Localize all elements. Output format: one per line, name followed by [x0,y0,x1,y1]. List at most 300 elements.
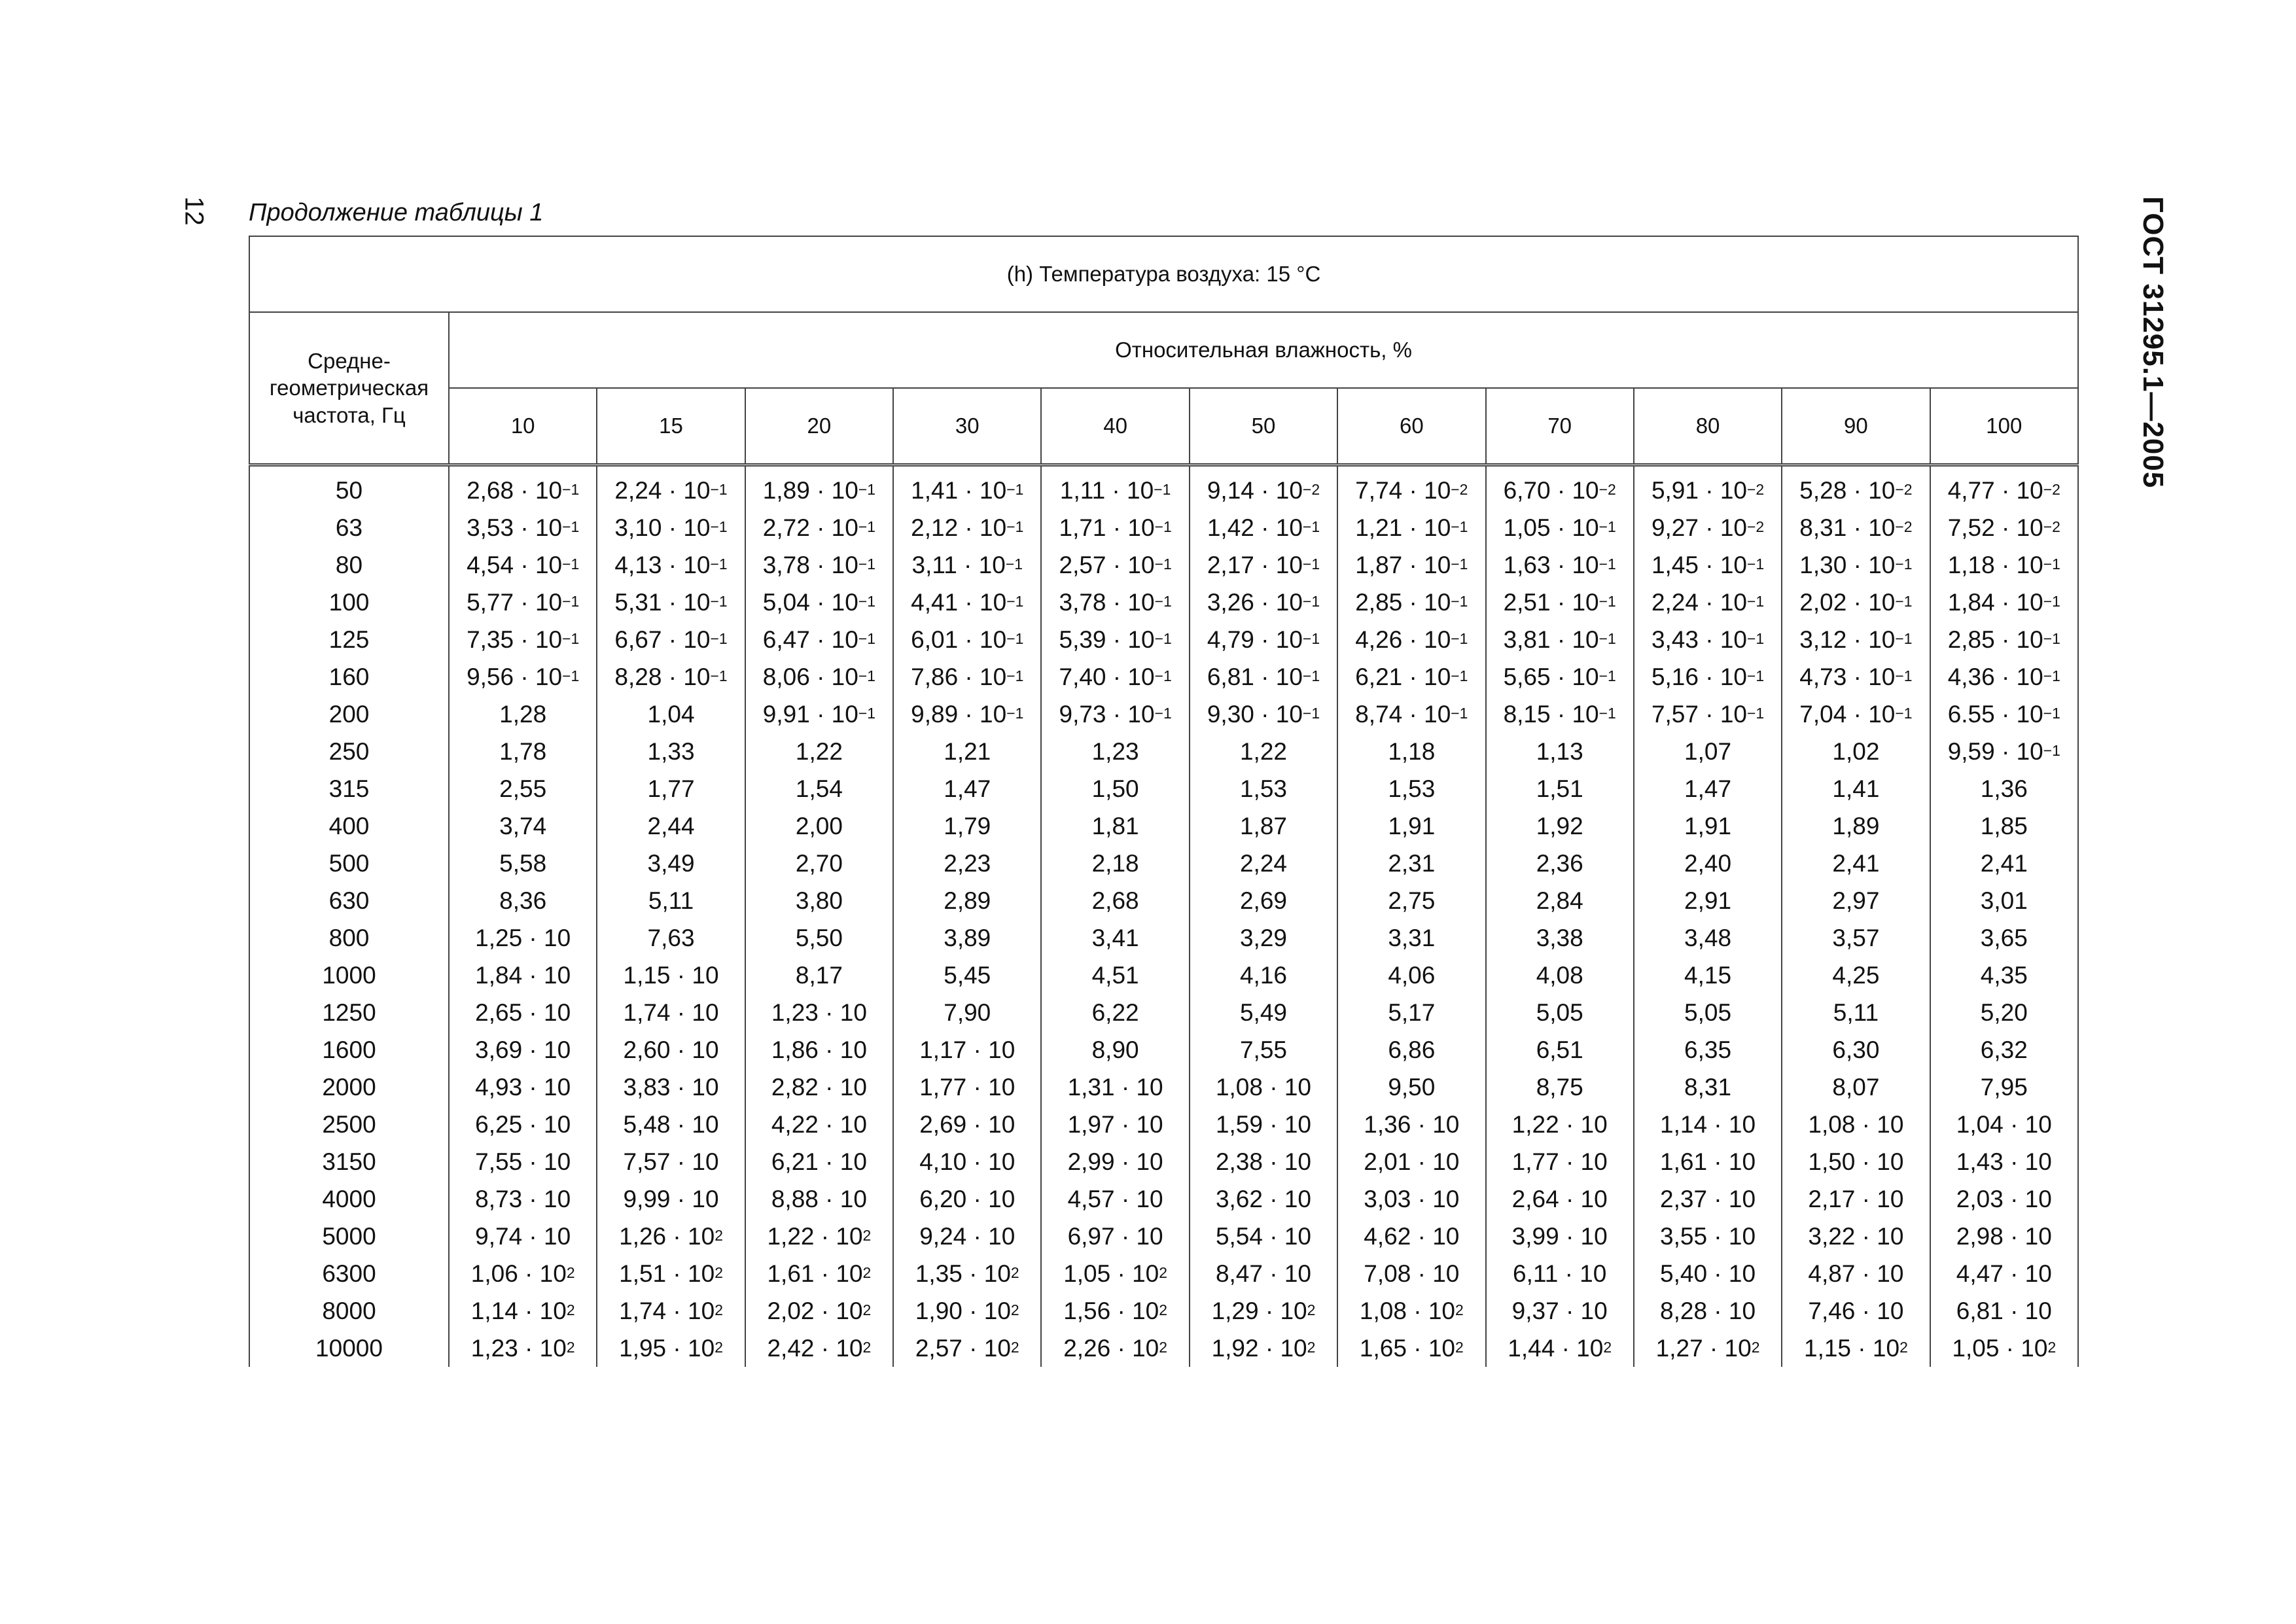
value-cell: 3,55 · 10 [1634,1218,1782,1255]
value-cell: 6,11 · 10 [1486,1255,1634,1292]
value-cell: 1,04 · 10 [1930,1106,2078,1143]
value-cell: 2,75 [1337,882,1485,919]
value-cell: 6,21 · 10 [745,1143,893,1180]
value-cell: 8,88 · 10 [745,1180,893,1218]
value-cell: 2,98 · 10 [1930,1218,2078,1255]
frequency-cell: 2000 [249,1068,449,1106]
value-cell: 1,25 · 10 [449,919,597,957]
value-cell: 7,55 · 10 [449,1143,597,1180]
value-cell: 3,31 [1337,919,1485,957]
value-cell: $4,79 \cdot 10^{-1}$ [1190,621,1337,658]
value-cell: 2,36 [1486,845,1634,882]
value-cell: 4,51 [1041,957,1189,994]
value-cell: $7,86 \cdot 10^{-1}$ [893,658,1041,696]
value-cell: 5,11 [1782,994,1930,1031]
column-header: 70 [1486,388,1634,465]
value-cell: 1,59 · 10 [1190,1106,1337,1143]
value-cell: 7,63 [597,919,745,957]
table-row [249,621,2078,658]
value-cell: 1,23 [1041,733,1189,770]
value-cell: 8,07 [1782,1068,1930,1106]
value-cell: $2,42 \cdot 10^2$ [745,1330,893,1367]
value-cell: $3,78 \cdot 10^{-1}$ [1041,584,1189,621]
value-cell: $2,68 \cdot 10^{-1}$ [449,467,597,509]
value-cell: 1,22 [1190,733,1337,770]
document-id-text: ГОСТ 31295.1—2005 [2137,196,2169,489]
value-cell: $4,36 \cdot 10^{-1}$ [1930,658,2078,696]
value-cell: $2,85 \cdot 10^{-1}$ [1337,584,1485,621]
value-cell: $7,04 \cdot 10^{-1}$ [1782,696,1930,733]
value-cell: 1,08 · 10 [1190,1068,1337,1106]
value-cell: 1,04 [597,696,745,733]
value-cell: 2,89 [893,882,1041,919]
frequency-cell: 500 [249,845,449,882]
table-row [249,1106,2078,1143]
value-cell: 1,97 · 10 [1041,1106,1189,1143]
value-cell: $4,13 \cdot 10^{-1}$ [597,546,745,584]
frequency-cell: 315 [249,770,449,807]
value-cell: 9,74 · 10 [449,1218,597,1255]
value-cell: $7,52 \cdot 10^{-2}$ [1930,509,2078,546]
value-cell: 2,69 · 10 [893,1106,1041,1143]
table-row [249,733,2078,770]
value-cell: $7,74 \cdot 10^{-2}$ [1337,467,1485,509]
value-cell: $2,51 \cdot 10^{-1}$ [1486,584,1634,621]
table-caption: Продолжение таблицы 1 [249,199,544,226]
value-cell: $3,81 \cdot 10^{-1}$ [1486,621,1634,658]
value-cell: $3,12 \cdot 10^{-1}$ [1782,621,1930,658]
value-cell: 4,06 [1337,957,1485,994]
value-cell: 8,36 [449,882,597,919]
value-cell: 1,79 [893,807,1041,845]
value-cell: 3,29 [1190,919,1337,957]
value-cell: $5,31 \cdot 10^{-1}$ [597,584,745,621]
value-cell: 1,36 · 10 [1337,1106,1485,1143]
value-cell: 3,89 [893,919,1041,957]
value-cell: 1,50 [1041,770,1189,807]
table-row [249,994,2078,1031]
column-header-row [249,388,2078,465]
value-cell: $6,01 \cdot 10^{-1}$ [893,621,1041,658]
value-cell: 1,51 [1486,770,1634,807]
value-cell: 1,17 · 10 [893,1031,1041,1068]
value-cell: $1,05 \cdot 10^2$ [1041,1255,1189,1292]
value-cell: 4,16 [1190,957,1337,994]
value-cell: $6,21 \cdot 10^{-1}$ [1337,658,1485,696]
value-cell: 5,05 [1634,994,1782,1031]
value-cell: 2,82 · 10 [745,1068,893,1106]
column-header: 30 [893,388,1041,465]
value-cell: 3,49 [597,845,745,882]
value-cell: 1,74 · 10 [597,994,745,1031]
value-cell: $1,35 \cdot 10^2$ [893,1255,1041,1292]
value-cell: $8,74 \cdot 10^{-1}$ [1337,696,1485,733]
value-cell: $8,06 \cdot 10^{-1}$ [745,658,893,696]
value-cell: 1,13 [1486,733,1634,770]
value-cell: 6,97 · 10 [1041,1218,1189,1255]
value-cell: $8,31 \cdot 10^{-2}$ [1782,509,1930,546]
value-cell: 9,37 · 10 [1486,1292,1634,1330]
value-cell: $1,87 \cdot 10^{-1}$ [1337,546,1485,584]
value-cell: 1,36 [1930,770,2078,807]
value-cell: 3,01 [1930,882,2078,919]
value-cell: 4,22 · 10 [745,1106,893,1143]
value-cell: $1,74 \cdot 10^2$ [597,1292,745,1330]
value-cell: $2,24 \cdot 10^{-1}$ [1634,584,1782,621]
frequency-cell: 200 [249,696,449,733]
value-cell: 1,07 [1634,733,1782,770]
data-table [249,236,2079,1367]
value-cell: 1,02 [1782,733,1930,770]
value-cell: $6,81 \cdot 10^{-1}$ [1190,658,1337,696]
value-cell: 2,38 · 10 [1190,1143,1337,1180]
value-cell: $1,45 \cdot 10^{-1}$ [1634,546,1782,584]
value-cell: 8,75 [1486,1068,1634,1106]
value-cell: 3,65 [1930,919,2078,957]
value-cell: 8,73 · 10 [449,1180,597,1218]
value-cell: 2,31 [1337,845,1485,882]
table-row [249,467,2078,509]
value-cell: $6,47 \cdot 10^{-1}$ [745,621,893,658]
value-cell: 1,84 · 10 [449,957,597,994]
value-cell: $5,04 \cdot 10^{-1}$ [745,584,893,621]
value-cell: 1,41 [1782,770,1930,807]
value-cell: $2,85 \cdot 10^{-1}$ [1930,621,2078,658]
value-cell: 7,95 [1930,1068,2078,1106]
frequency-cell: 80 [249,546,449,584]
value-cell: 1,78 [449,733,597,770]
value-cell: 4,57 · 10 [1041,1180,1189,1218]
table-row [249,845,2078,882]
value-cell: 2,24 [1190,845,1337,882]
value-cell: $1,23 \cdot 10^2$ [449,1330,597,1367]
value-cell: 1,23 · 10 [745,994,893,1031]
value-cell: 2,23 [893,845,1041,882]
value-cell: $2,26 \cdot 10^2$ [1041,1330,1189,1367]
value-cell: 1,28 [449,696,597,733]
value-cell: $5,28 \cdot 10^{-2}$ [1782,467,1930,509]
value-cell: $1,65 \cdot 10^2$ [1337,1330,1485,1367]
value-cell: $9,89 \cdot 10^{-1}$ [893,696,1041,733]
value-cell: 1,87 [1190,807,1337,845]
value-cell: $1,30 \cdot 10^{-1}$ [1782,546,1930,584]
value-cell: 1,22 · 10 [1486,1106,1634,1143]
value-cell: 3,69 · 10 [449,1031,597,1068]
table-body [249,467,2078,1367]
group-header-humidity: Относительная влажность, % [449,312,2078,388]
value-cell: $1,05 \cdot 10^2$ [1930,1330,2078,1367]
value-cell: $2,17 \cdot 10^{-1}$ [1190,546,1337,584]
value-cell: 3,83 · 10 [597,1068,745,1106]
value-cell: 7,55 [1190,1031,1337,1068]
value-cell: 4,47 · 10 [1930,1255,2078,1292]
value-cell: 5,48 · 10 [597,1106,745,1143]
value-cell: 3,22 · 10 [1782,1218,1930,1255]
frequency-cell: 4000 [249,1180,449,1218]
value-cell: $2,57 \cdot 10^{-1}$ [1041,546,1189,584]
value-cell: $6,70 \cdot 10^{-2}$ [1486,467,1634,509]
value-cell: $1,90 \cdot 10^2$ [893,1292,1041,1330]
value-cell: 3,41 [1041,919,1189,957]
table-row [249,1218,2078,1255]
value-cell: 7,08 · 10 [1337,1255,1485,1292]
value-cell: 1,53 [1190,770,1337,807]
value-cell: 7,46 · 10 [1782,1292,1930,1330]
value-cell: 3,74 [449,807,597,845]
value-cell: $1,14 \cdot 10^2$ [449,1292,597,1330]
value-cell: $9,56 \cdot 10^{-1}$ [449,658,597,696]
value-cell: 3,03 · 10 [1337,1180,1485,1218]
frequency-cell: 125 [249,621,449,658]
value-cell: 1,86 · 10 [745,1031,893,1068]
value-cell: 1,50 · 10 [1782,1143,1930,1180]
value-cell: 3,48 [1634,919,1782,957]
frequency-cell: 3150 [249,1143,449,1180]
value-cell: 6,30 [1782,1031,1930,1068]
value-cell: $1,18 \cdot 10^{-1}$ [1930,546,2078,584]
value-cell: 2,91 [1634,882,1782,919]
value-cell: 4,08 [1486,957,1634,994]
value-cell: 6,81 · 10 [1930,1292,2078,1330]
table-row [249,509,2078,546]
value-cell: $1,27 \cdot 10^2$ [1634,1330,1782,1367]
value-cell: 8,47 · 10 [1190,1255,1337,1292]
value-cell: $2,02 \cdot 10^2$ [745,1292,893,1330]
table-row [249,584,2078,621]
value-cell: 8,17 [745,957,893,994]
frequency-cell: 1000 [249,957,449,994]
value-cell: 2,01 · 10 [1337,1143,1485,1180]
column-header: 15 [597,388,745,465]
column-header: 60 [1337,388,1485,465]
value-cell: 5,40 · 10 [1634,1255,1782,1292]
value-cell: 2,41 [1930,845,2078,882]
value-cell: 6,32 [1930,1031,2078,1068]
table-title: (h) Температура воздуха: 15 °C [249,236,2078,312]
table-row [249,807,2078,845]
value-cell: 5,54 · 10 [1190,1218,1337,1255]
value-cell: 9,99 · 10 [597,1180,745,1218]
value-cell: 2,00 [745,807,893,845]
value-cell: 1,77 · 10 [1486,1143,1634,1180]
frequency-cell: 2500 [249,1106,449,1143]
table-row [249,770,2078,807]
value-cell: $5,77 \cdot 10^{-1}$ [449,584,597,621]
value-cell: $1,11 \cdot 10^{-1}$ [1041,467,1189,509]
value-cell: $5,39 \cdot 10^{-1}$ [1041,621,1189,658]
value-cell: 6,20 · 10 [893,1180,1041,1218]
value-cell: 9,24 · 10 [893,1218,1041,1255]
value-cell: $9,27 \cdot 10^{-2}$ [1634,509,1782,546]
table-row [249,1031,2078,1068]
value-cell: 3,38 [1486,919,1634,957]
value-cell: $4,26 \cdot 10^{-1}$ [1337,621,1485,658]
value-cell: 8,90 [1041,1031,1189,1068]
value-cell: 1,54 [745,770,893,807]
value-cell: $1,92 \cdot 10^2$ [1190,1330,1337,1367]
value-cell: $1,42 \cdot 10^{-1}$ [1190,509,1337,546]
value-cell: 2,64 · 10 [1486,1180,1634,1218]
value-cell: $8,15 \cdot 10^{-1}$ [1486,696,1634,733]
column-header: 50 [1190,388,1337,465]
column-header: 20 [745,388,893,465]
value-cell: 2,55 [449,770,597,807]
value-cell: 2,03 · 10 [1930,1180,2078,1218]
value-cell: $3,53 \cdot 10^{-1}$ [449,509,597,546]
value-cell: $5,91 \cdot 10^{-2}$ [1634,467,1782,509]
value-cell: $8,28 \cdot 10^{-1}$ [597,658,745,696]
value-cell: $3,43 \cdot 10^{-1}$ [1634,621,1782,658]
value-cell: 6,25 · 10 [449,1106,597,1143]
frequency-cell: 5000 [249,1218,449,1255]
value-cell: 4,15 [1634,957,1782,994]
value-cell: $1,21 \cdot 10^{-1}$ [1337,509,1485,546]
value-cell: $7,57 \cdot 10^{-1}$ [1634,696,1782,733]
value-cell: $1,84 \cdot 10^{-1}$ [1930,584,2078,621]
value-cell: 2,40 [1634,845,1782,882]
value-cell: 1,31 · 10 [1041,1068,1189,1106]
value-cell: $3,11 \cdot 10^{-1}$ [893,546,1041,584]
value-cell: 4,10 · 10 [893,1143,1041,1180]
value-cell: 1,77 [597,770,745,807]
value-cell: 3,99 · 10 [1486,1218,1634,1255]
value-cell: $1,56 \cdot 10^2$ [1041,1292,1189,1330]
value-cell: 1,77 · 10 [893,1068,1041,1106]
value-cell: 5,45 [893,957,1041,994]
table-row [249,1180,2078,1218]
table-row [249,882,2078,919]
frequency-cell: 630 [249,882,449,919]
value-cell: 1,43 · 10 [1930,1143,2078,1180]
row-header-frequency [249,312,449,465]
value-cell: $6.55 \cdot 10^{-1}$ [1930,696,2078,733]
frequency-cell: 1250 [249,994,449,1031]
value-cell: $5,65 \cdot 10^{-1}$ [1486,658,1634,696]
value-cell: 2,69 [1190,882,1337,919]
table-row [249,1068,2078,1106]
value-cell: 6,22 [1041,994,1189,1031]
value-cell: $2,24 \cdot 10^{-1}$ [597,467,745,509]
value-cell: 2,97 [1782,882,1930,919]
value-cell: 1,21 [893,733,1041,770]
value-cell: 5,05 [1486,994,1634,1031]
value-cell: 4,62 · 10 [1337,1218,1485,1255]
column-header: 40 [1041,388,1189,465]
value-cell: 5,11 [597,882,745,919]
value-cell: $7,40 \cdot 10^{-1}$ [1041,658,1189,696]
value-cell: 6,51 [1486,1031,1634,1068]
value-cell: 2,41 [1782,845,1930,882]
value-cell: 1,61 · 10 [1634,1143,1782,1180]
value-cell: 2,17 · 10 [1782,1180,1930,1218]
value-cell: 9,50 [1337,1068,1485,1106]
frequency-cell: 6300 [249,1255,449,1292]
value-cell: 2,84 [1486,882,1634,919]
value-cell: 1,47 [893,770,1041,807]
value-cell: $3,78 \cdot 10^{-1}$ [745,546,893,584]
value-cell: 7,90 [893,994,1041,1031]
value-cell: 2,99 · 10 [1041,1143,1189,1180]
value-cell: $2,57 \cdot 10^2$ [893,1330,1041,1367]
frequency-cell: 8000 [249,1292,449,1330]
value-cell: 2,65 · 10 [449,994,597,1031]
value-cell: $9,73 \cdot 10^{-1}$ [1041,696,1189,733]
row-header-text: Средне- геометрическая частота, Гц [269,349,429,427]
frequency-cell: 50 [249,467,449,509]
value-cell: 2,44 [597,807,745,845]
frequency-cell: 250 [249,733,449,770]
value-cell: 2,18 [1041,845,1189,882]
value-cell: 1,89 [1782,807,1930,845]
value-cell: 1,47 [1634,770,1782,807]
value-cell: 4,35 [1930,957,2078,994]
value-cell: $1,05 \cdot 10^{-1}$ [1486,509,1634,546]
value-cell: 4,93 · 10 [449,1068,597,1106]
table-row [249,919,2078,957]
value-cell: $1,29 \cdot 10^2$ [1190,1292,1337,1330]
value-cell: $1,71 \cdot 10^{-1}$ [1041,509,1189,546]
value-cell: $1,44 \cdot 10^2$ [1486,1330,1634,1367]
frequency-cell: 63 [249,509,449,546]
value-cell: $1,08 \cdot 10^2$ [1337,1292,1485,1330]
value-cell: 1,15 · 10 [597,957,745,994]
value-cell: 5,50 [745,919,893,957]
table-row [249,1292,2078,1330]
value-cell: $4,73 \cdot 10^{-1}$ [1782,658,1930,696]
value-cell: $1,95 \cdot 10^2$ [597,1330,745,1367]
value-cell: 6,35 [1634,1031,1782,1068]
value-cell: $1,61 \cdot 10^2$ [745,1255,893,1292]
value-cell: 5,20 [1930,994,2078,1031]
value-cell: 2,70 [745,845,893,882]
frequency-cell: 800 [249,919,449,957]
value-cell: $4,77 \cdot 10^{-2}$ [1930,467,2078,509]
value-cell: $9,14 \cdot 10^{-2}$ [1190,467,1337,509]
value-cell: $1,06 \cdot 10^2$ [449,1255,597,1292]
value-cell: 1,33 [597,733,745,770]
value-cell: 1,18 [1337,733,1485,770]
value-cell: 5,17 [1337,994,1485,1031]
frequency-cell: 400 [249,807,449,845]
column-header: 80 [1634,388,1782,465]
value-cell: 6,86 [1337,1031,1485,1068]
value-cell: $1,51 \cdot 10^2$ [597,1255,745,1292]
value-cell: 2,60 · 10 [597,1031,745,1068]
value-cell: 4,87 · 10 [1782,1255,1930,1292]
document-id [2133,196,2172,489]
value-cell: 5,58 [449,845,597,882]
value-cell: $3,10 \cdot 10^{-1}$ [597,509,745,546]
value-cell: $1,41 \cdot 10^{-1}$ [893,467,1041,509]
value-cell: 1,08 · 10 [1782,1106,1930,1143]
value-cell: $7,35 \cdot 10^{-1}$ [449,621,597,658]
value-cell: $9,91 \cdot 10^{-1}$ [745,696,893,733]
value-cell: $2,12 \cdot 10^{-1}$ [893,509,1041,546]
value-cell: 2,68 [1041,882,1189,919]
value-cell: 3,57 [1782,919,1930,957]
value-cell: 8,31 [1634,1068,1782,1106]
value-cell: $4,41 \cdot 10^{-1}$ [893,584,1041,621]
value-cell: $2,72 \cdot 10^{-1}$ [745,509,893,546]
page-number: 12 [179,196,209,226]
value-cell: $5,16 \cdot 10^{-1}$ [1634,658,1782,696]
table-row [249,658,2078,696]
value-cell: 1,91 [1337,807,1485,845]
frequency-cell: 10000 [249,1330,449,1367]
value-cell: 1,85 [1930,807,2078,845]
value-cell: 1,91 [1634,807,1782,845]
value-cell: $1,26 \cdot 10^2$ [597,1218,745,1255]
